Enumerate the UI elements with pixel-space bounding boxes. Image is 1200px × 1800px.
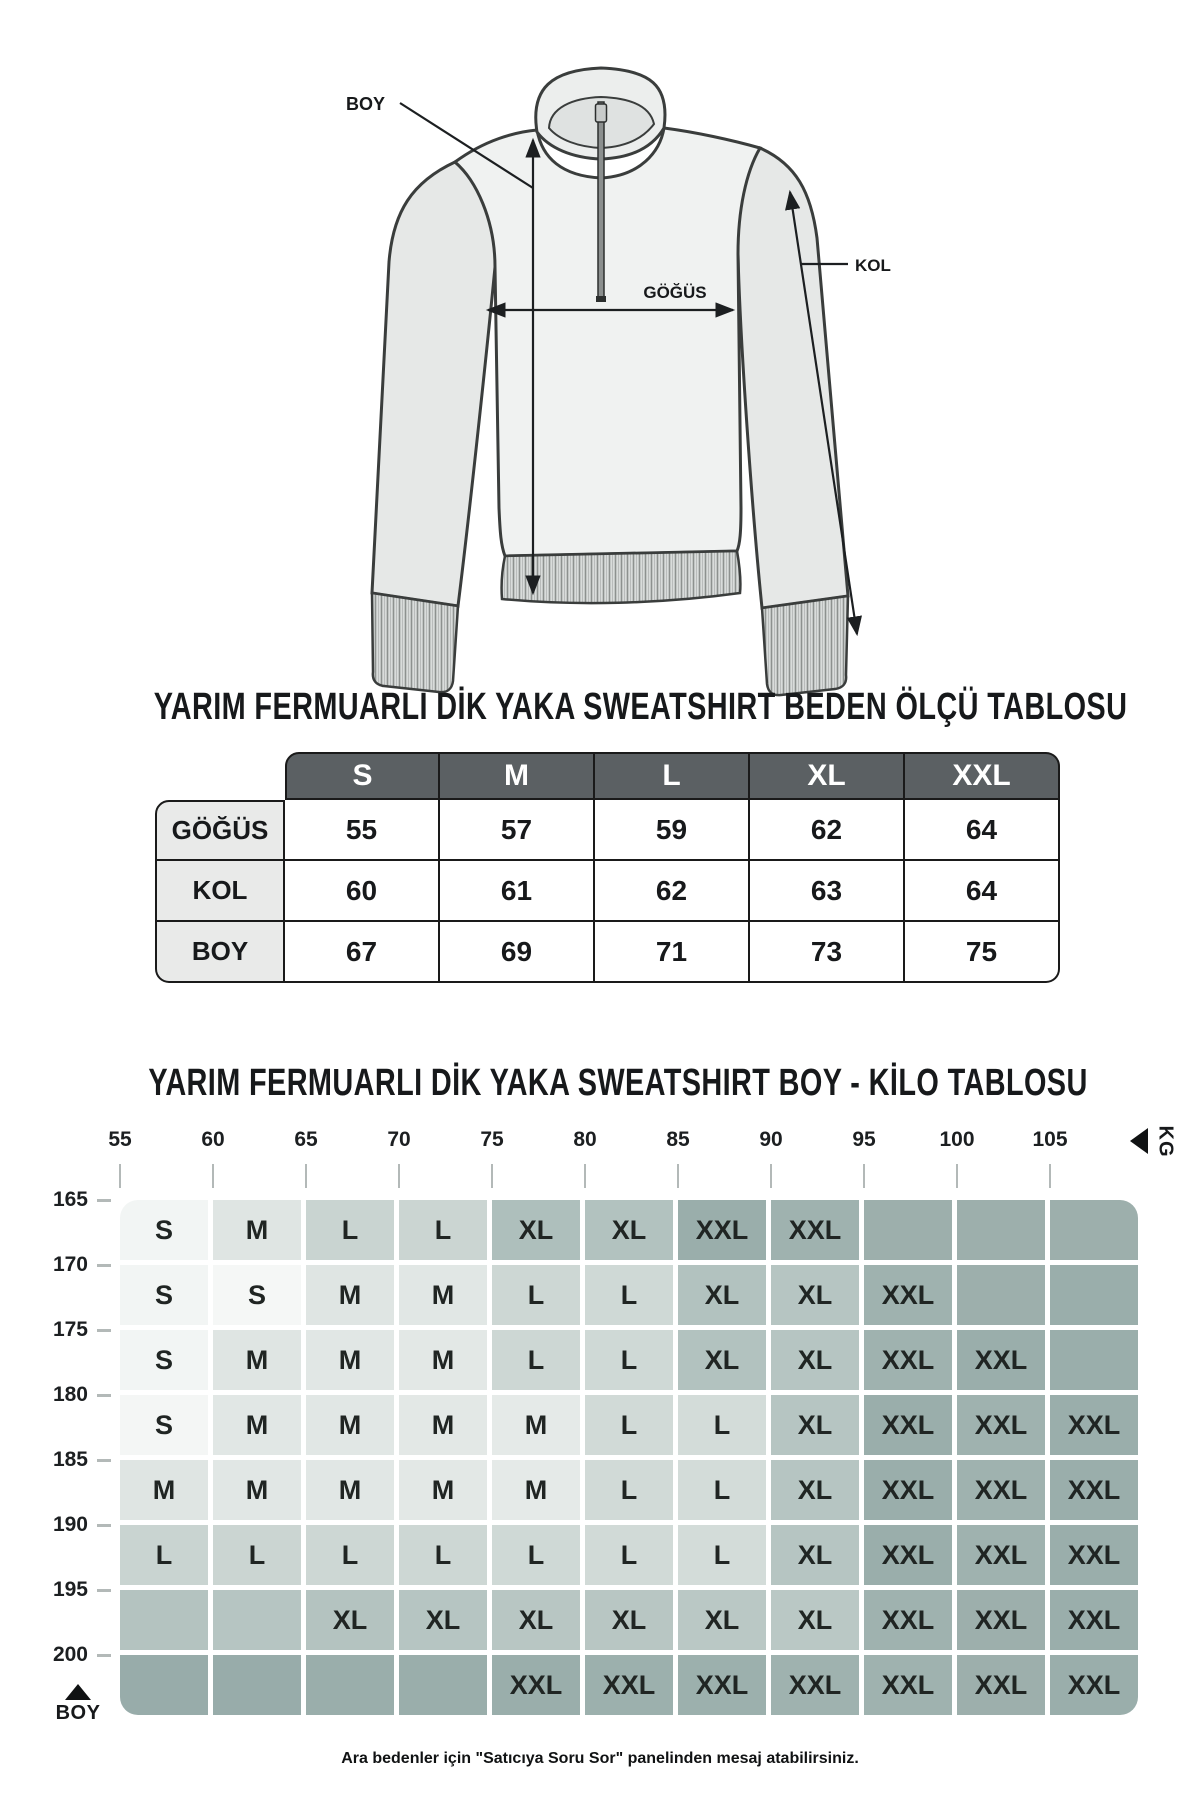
height-tick-label: 185	[52, 1448, 88, 1471]
size-column-header: M	[440, 752, 595, 800]
matrix-cell: L	[678, 1460, 766, 1520]
height-weight-title	[0, 1062, 1200, 1105]
matrix-cell: M	[492, 1395, 580, 1455]
measurement-row-label: BOY	[155, 922, 285, 983]
matrix-cell: XL	[678, 1265, 766, 1325]
matrix-cell: XXL	[492, 1655, 580, 1715]
matrix-cell: XXL	[1050, 1655, 1138, 1715]
kg-tick-label: 100	[939, 1128, 975, 1151]
matrix-cell: XXL	[1050, 1460, 1138, 1520]
matrix-cell: XL	[771, 1395, 859, 1455]
matrix-cell: XXL	[1050, 1590, 1138, 1650]
matrix-cell: L	[585, 1395, 673, 1455]
matrix-cell: L	[492, 1525, 580, 1585]
matrix-cell: XXL	[864, 1395, 952, 1455]
height-tick-label: 190	[52, 1513, 88, 1536]
height-tick-mark	[97, 1329, 111, 1332]
size-value-cell: 67	[285, 922, 440, 983]
height-tick-label: 195	[52, 1578, 88, 1601]
matrix-cell: XXL	[1050, 1395, 1138, 1455]
kg-tick-mark	[491, 1164, 493, 1188]
matrix-cell: XXL	[957, 1460, 1045, 1520]
ribbed-cuffs	[372, 593, 848, 695]
table-corner-spacer	[155, 752, 285, 800]
matrix-cell: XXL	[957, 1525, 1045, 1585]
footnote-suffix: panelinden mesaj atabilirsiniz.	[623, 1750, 859, 1767]
matrix-cell: M	[306, 1330, 394, 1390]
size-column-header: S	[285, 752, 440, 800]
matrix-cell: S	[120, 1395, 208, 1455]
matrix-cell: XL	[399, 1590, 487, 1650]
size-value-cell: 60	[285, 861, 440, 922]
matrix-cell: M	[213, 1200, 301, 1260]
height-tick-mark	[97, 1264, 111, 1267]
size-value-cell: 73	[750, 922, 905, 983]
size-value-cell: 62	[595, 861, 750, 922]
height-tick-mark	[97, 1589, 111, 1592]
matrix-cell: L	[306, 1525, 394, 1585]
kg-tick-mark	[677, 1164, 679, 1188]
matrix-cell: S	[120, 1330, 208, 1390]
kg-tick-label: 65	[294, 1128, 318, 1151]
height-tick-label: 165	[52, 1188, 88, 1211]
matrix-cell: L	[585, 1330, 673, 1390]
matrix-cell: L	[585, 1525, 673, 1585]
matrix-cell: XL	[678, 1330, 766, 1390]
matrix-cell: XXL	[864, 1525, 952, 1585]
kg-axis-label	[1130, 1125, 1181, 1157]
footnote	[0, 1750, 1200, 1768]
matrix-cell-empty	[213, 1590, 301, 1650]
kg-tick-label: 75	[480, 1128, 504, 1151]
kg-axis-label-text: KG	[1154, 1125, 1177, 1157]
matrix-cell: M	[306, 1265, 394, 1325]
matrix-cell: XXL	[678, 1655, 766, 1715]
matrix-cell: XXL	[957, 1395, 1045, 1455]
matrix-cell: XXL	[864, 1655, 952, 1715]
kg-tick-label: 55	[108, 1128, 132, 1151]
size-value-cell: 59	[595, 800, 750, 861]
kg-tick-mark	[305, 1164, 307, 1188]
size-value-cell: 63	[750, 861, 905, 922]
kg-tick-mark	[119, 1164, 121, 1188]
matrix-cell: XXL	[864, 1590, 952, 1650]
matrix-cell: XXL	[771, 1200, 859, 1260]
height-tick-mark	[97, 1459, 111, 1462]
matrix-cell: XL	[678, 1590, 766, 1650]
kg-tick-label: 70	[387, 1128, 411, 1151]
matrix-cell: L	[213, 1525, 301, 1585]
size-column-header: XXL	[905, 752, 1060, 800]
matrix-cell: XL	[306, 1590, 394, 1650]
footnote-prefix: Ara bedenler için	[341, 1750, 476, 1767]
matrix-cell: M	[399, 1395, 487, 1455]
matrix-cell: XXL	[678, 1200, 766, 1260]
size-measurement-table	[155, 752, 1060, 983]
matrix-cell: S	[120, 1200, 208, 1260]
kg-tick-mark	[770, 1164, 772, 1188]
kg-tick-mark	[212, 1164, 214, 1188]
matrix-cell-empty	[399, 1655, 487, 1715]
size-value-cell: 71	[595, 922, 750, 983]
matrix-cell: XXL	[864, 1330, 952, 1390]
measurement-row-label: KOL	[155, 861, 285, 922]
gogus-arrow-label: GÖĞÜS	[643, 283, 707, 302]
garment-body	[455, 128, 760, 556]
footnote-quoted: "Satıcıya Soru Sor"	[475, 1750, 624, 1767]
matrix-cell: XXL	[771, 1655, 859, 1715]
matrix-cell: S	[213, 1265, 301, 1325]
kg-tick-label: 90	[759, 1128, 783, 1151]
matrix-cell: XXL	[957, 1330, 1045, 1390]
matrix-cell: L	[492, 1330, 580, 1390]
height-weight-title-text: YARIM FERMUARLI DİK YAKA SWEATSHIRT BOY - KİLO TABLOSU	[148, 1062, 1088, 1104]
size-column-header: XL	[750, 752, 905, 800]
matrix-cell: XXL	[864, 1460, 952, 1520]
matrix-cell-empty	[1050, 1265, 1138, 1325]
left-triangle-icon	[1130, 1128, 1148, 1154]
boy-axis-label	[52, 1684, 104, 1725]
size-value-cell: 64	[905, 800, 1060, 861]
size-value-cell: 69	[440, 922, 595, 983]
matrix-cell: L	[399, 1525, 487, 1585]
kol-arrow-label: KOL	[855, 256, 891, 275]
matrix-cell: XL	[492, 1590, 580, 1650]
height-tick-label: 170	[52, 1253, 88, 1276]
matrix-cell: XXL	[957, 1655, 1045, 1715]
matrix-cell: M	[399, 1330, 487, 1390]
matrix-cell: XL	[771, 1590, 859, 1650]
matrix-cell: M	[399, 1460, 487, 1520]
matrix-cell: L	[585, 1265, 673, 1325]
matrix-cell-empty	[120, 1590, 208, 1650]
matrix-cell: L	[585, 1460, 673, 1520]
kg-tick-mark	[1049, 1164, 1051, 1188]
height-tick-mark	[97, 1524, 111, 1527]
kg-tick-mark	[956, 1164, 958, 1188]
matrix-cell: L	[306, 1200, 394, 1260]
matrix-cell: XL	[585, 1590, 673, 1650]
size-value-cell: 62	[750, 800, 905, 861]
matrix-cell: XXL	[957, 1590, 1045, 1650]
matrix-cell-empty	[864, 1200, 952, 1260]
matrix-cell: M	[399, 1265, 487, 1325]
size-value-cell: 64	[905, 861, 1060, 922]
size-value-cell: 75	[905, 922, 1060, 983]
matrix-cell-empty	[1050, 1330, 1138, 1390]
kg-tick-label: 60	[201, 1128, 225, 1151]
size-value-cell: 57	[440, 800, 595, 861]
kg-tick-label: 105	[1032, 1128, 1068, 1151]
matrix-cell: M	[213, 1330, 301, 1390]
matrix-cell-empty	[120, 1655, 208, 1715]
matrix-cell: M	[306, 1460, 394, 1520]
height-weight-grid	[120, 1200, 1138, 1715]
kg-tick-mark	[398, 1164, 400, 1188]
matrix-cell: L	[120, 1525, 208, 1585]
matrix-cell: XXL	[585, 1655, 673, 1715]
matrix-cell-empty	[306, 1655, 394, 1715]
matrix-cell: XL	[771, 1330, 859, 1390]
matrix-cell: M	[213, 1460, 301, 1520]
size-value-cell: 61	[440, 861, 595, 922]
sweatshirt-illustration	[290, 40, 910, 710]
kg-tick-mark	[584, 1164, 586, 1188]
matrix-cell: XL	[771, 1525, 859, 1585]
matrix-cell: L	[678, 1395, 766, 1455]
matrix-cell: XL	[771, 1460, 859, 1520]
matrix-cell: M	[492, 1460, 580, 1520]
up-triangle-icon	[65, 1684, 91, 1700]
matrix-cell: L	[678, 1525, 766, 1585]
size-table-title	[0, 686, 1200, 729]
matrix-cell: L	[492, 1265, 580, 1325]
matrix-cell: XXL	[864, 1265, 952, 1325]
matrix-cell-empty	[1050, 1200, 1138, 1260]
matrix-cell: XL	[585, 1200, 673, 1260]
height-tick-label: 180	[52, 1383, 88, 1406]
matrix-cell: M	[213, 1395, 301, 1455]
matrix-cell-empty	[957, 1265, 1045, 1325]
matrix-cell-empty	[957, 1200, 1045, 1260]
matrix-cell: S	[120, 1265, 208, 1325]
size-table-title-text: YARIM FERMUARLI DİK YAKA SWEATSHIRT BEDEN ÖLÇÜ TABLOSU	[153, 686, 1128, 728]
kg-tick-mark	[863, 1164, 865, 1188]
matrix-cell: XXL	[1050, 1525, 1138, 1585]
height-tick-mark	[97, 1199, 111, 1202]
kg-tick-label: 85	[666, 1128, 690, 1151]
matrix-cell: M	[306, 1395, 394, 1455]
height-tick-mark	[97, 1394, 111, 1397]
kg-tick-label: 95	[852, 1128, 876, 1151]
height-tick-label: 175	[52, 1318, 88, 1341]
height-tick-label: 200	[52, 1643, 88, 1666]
matrix-cell: XL	[771, 1265, 859, 1325]
matrix-cell: L	[399, 1200, 487, 1260]
size-column-header: L	[595, 752, 750, 800]
height-tick-mark	[97, 1654, 111, 1657]
matrix-cell: M	[120, 1460, 208, 1520]
size-value-cell: 55	[285, 800, 440, 861]
matrix-cell: XL	[492, 1200, 580, 1260]
boy-arrow-label: BOY	[346, 94, 386, 114]
measurement-row-label: GÖĞÜS	[155, 800, 285, 861]
kg-tick-label: 80	[573, 1128, 597, 1151]
matrix-cell-empty	[213, 1655, 301, 1715]
ribbed-hem	[502, 551, 741, 603]
boy-axis-label-text: BOY	[55, 1702, 101, 1724]
